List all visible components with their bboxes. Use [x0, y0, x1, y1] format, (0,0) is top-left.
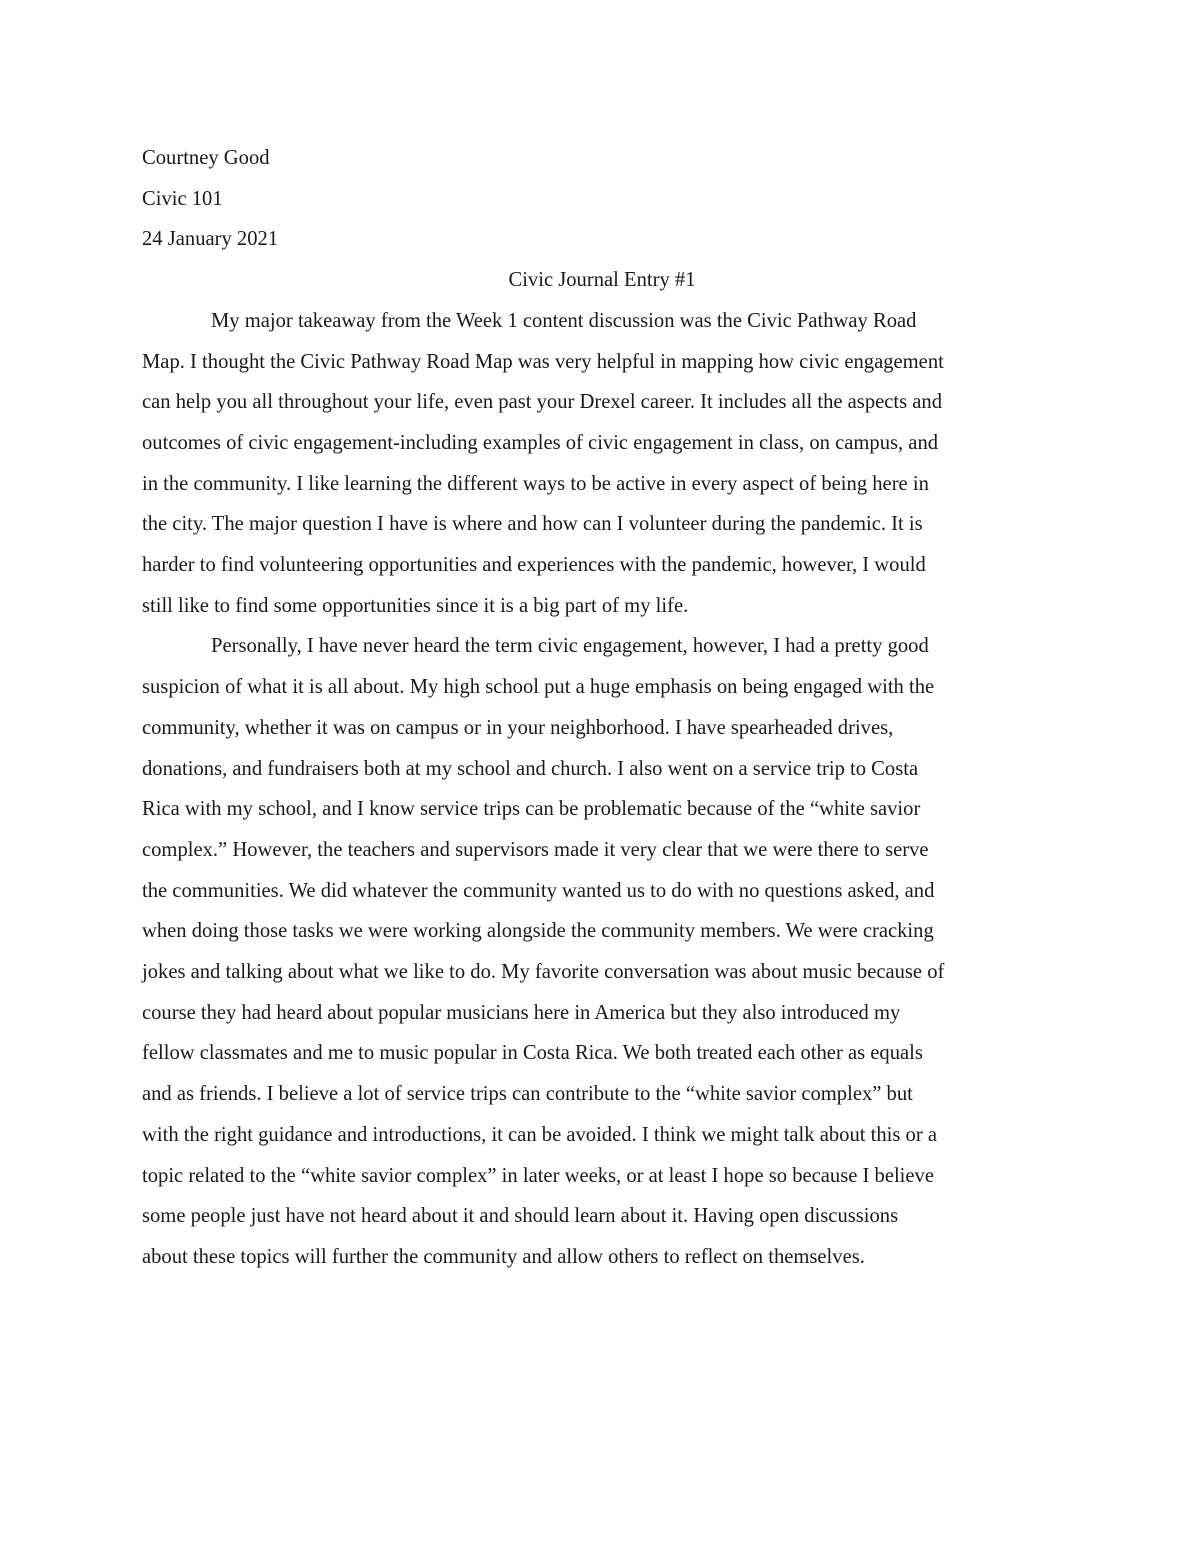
course-name: Civic 101: [142, 187, 223, 210]
paragraph-line: the communities. We did whatever the community wanted us to do with no questions asked, and: [142, 879, 935, 902]
paragraph-line: some people just have not heard about it and should learn about it. Having open discussions: [142, 1205, 899, 1228]
paragraph-line: suspicion of what it is all about. My high school put a huge emphasis on being engaged with the: [142, 676, 935, 699]
paragraph-line: about these topics will further the community and allow others to reflect on themselves.: [142, 1245, 865, 1268]
author-name: Courtney Good: [142, 147, 270, 169]
paragraph-line: harder to find volunteering opportunities and experiences with the pandemic, however, I would: [142, 554, 926, 577]
paragraph-line: jokes and talking about what we like to do. My favorite conversation was about music because of: [142, 961, 945, 984]
paragraph-line: Rica with my school, and I know service trips can be problematic because of the “white savior: [142, 798, 921, 821]
paragraph-line: fellow classmates and me to music popular in Costa Rica. We both treated each other as equals: [142, 1042, 923, 1065]
paragraph-line: Map. I thought the Civic Pathway Road Map was very helpful in mapping how civic engagement: [142, 350, 944, 373]
paragraph-line: topic related to the “white savior complex” in later weeks, or at least I hope so because I believe: [142, 1164, 934, 1187]
paragraph-line: still like to find some opportunities since it is a big part of my life.: [142, 594, 689, 617]
paragraph-line: complex.” However, the teachers and supervisors made it very clear that we were there to serve: [142, 838, 929, 861]
paragraph-line: when doing those tasks we were working alongside the community members. We were cracking: [142, 920, 934, 943]
document-body: [142, 138, 1062, 1278]
document-date: 24 January 2021: [142, 228, 279, 251]
paragraph-line: the city. The major question I have is where and how can I volunteer during the pandemic. It is: [142, 513, 923, 536]
paragraph-line: donations, and fundraisers both at my school and church. I also went on a service trip to Costa: [142, 757, 919, 780]
paragraph-line: course they had heard about popular musicians here in America but they also introduced my: [142, 1001, 901, 1024]
paragraph-2: [142, 626, 1062, 1277]
paragraph-line: community, whether it was on campus or in your neighborhood. I have spearheaded drives,: [142, 716, 894, 739]
paragraph-line: outcomes of civic engagement-including examples of civic engagement in class, on campus, and: [142, 431, 939, 454]
paragraph-1: [142, 301, 1062, 627]
paragraph-line: Personally, I have never heard the term civic engagement, however, I had a pretty good: [211, 635, 929, 658]
document-title: Civic Journal Entry #1: [508, 269, 696, 292]
paragraph-line: in the community. I like learning the different ways to be active in every aspect of being here in: [142, 472, 929, 495]
paragraph-line: with the right guidance and introductions, it can be avoided. I think we might talk about this or a: [142, 1123, 937, 1146]
paragraph-line: My major takeaway from the Week 1 content discussion was the Civic Pathway Road: [211, 309, 917, 332]
paragraph-line: and as friends. I believe a lot of service trips can contribute to the “white savior complex” but: [142, 1083, 913, 1106]
paragraph-line: can help you all throughout your life, even past your Drexel career. It includes all the aspects and: [142, 391, 943, 414]
